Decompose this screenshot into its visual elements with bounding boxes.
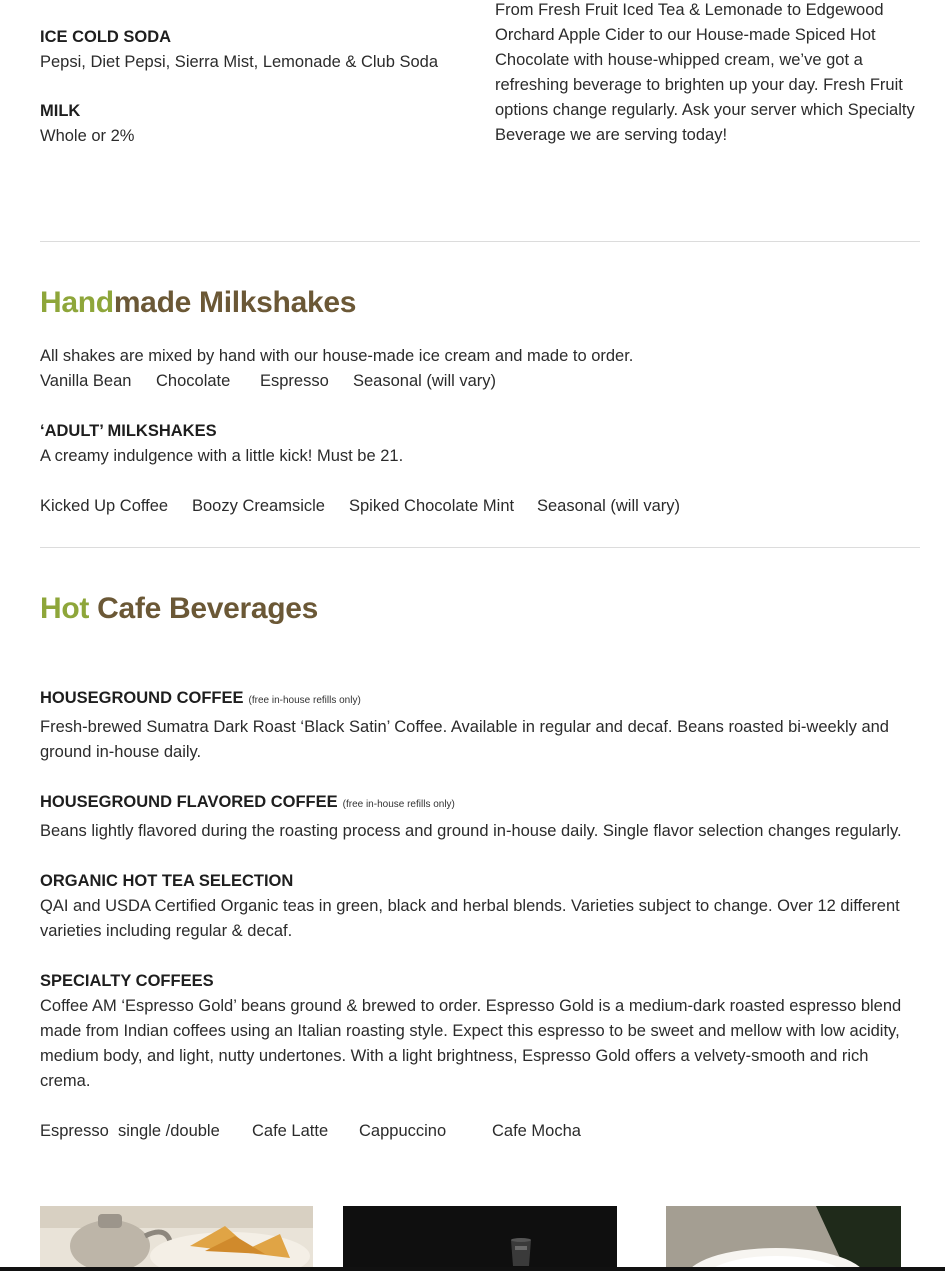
item-description: Fresh-brewed Sumatra Dark Roast ‘Black Satin’ Coffee. Available in regular and decaf. Beans roasted bi-weekly and ground in-house daily. [40, 718, 889, 761]
adult-milkshake-flavor-list [40, 494, 920, 519]
beverage-left-column [40, 25, 470, 149]
item-title: SPECIALTY COFFEES [40, 972, 214, 990]
refill-note: (free in-house refills only) [248, 695, 361, 706]
hot-cafe-heading-accent: Hot [40, 592, 90, 625]
tea-service-photo [40, 1206, 313, 1271]
specialty-text: From Fresh Fruit Iced Tea & Lemonade to Edgewood Orchard Apple Cider to our House-made Spiced Hot Chocolate with house-whipped cream, we’ve got a refreshing beverage to brighten up your day. Fresh Fruit options change regularly. Ask your server which Specialty Beverage we are serving today! [495, 1, 915, 144]
hot-cafe-body [40, 686, 920, 1144]
milk-title: MILK [40, 102, 81, 120]
milk-description: Whole or 2% [40, 127, 135, 145]
section-divider [40, 547, 920, 548]
menu-item-organic-tea [40, 869, 920, 944]
item-description: Coffee AM ‘Espresso Gold’ beans ground & brewed to order. Espresso Gold is a medium-dark roasted espresso blend made from Indian coffees using an Italian roasting style. Expect this espresso to be sweet and mellow with low acidity, medium body, and light, nutty undertones. With a light brightness, Espresso Gold offers a velvety-smooth and rich crema. [40, 997, 902, 1090]
list-item: Boozy Creamsicle [192, 497, 325, 515]
menu-item-flavored-coffee [40, 790, 920, 844]
hot-cafe-heading [40, 591, 318, 627]
adult-milkshakes-title: ‘ADULT’ MILKSHAKES [40, 422, 217, 440]
specialty-beverage-description [495, 0, 925, 148]
section-divider [40, 241, 920, 242]
hot-cafe-heading-rest: Cafe Beverages [89, 592, 319, 625]
milkshakes-body [40, 344, 920, 519]
item-description: QAI and USDA Certified Organic teas in green, black and herbal blends. Varieties subject to change. Over 12 different varieties including regular & decaf. [40, 897, 900, 940]
list-item: Seasonal (will vary) [537, 497, 681, 515]
milkshakes-heading-rest: made Milkshakes [113, 286, 357, 319]
milkshakes-intro: All shakes are mixed by hand with our house-made ice cream and made to order. [40, 347, 634, 365]
list-item: Spiked Chocolate Mint [349, 497, 515, 515]
list-item: Espresso [260, 372, 329, 390]
adult-milkshakes-description: A creamy indulgence with a little kick! Must be 21. [40, 447, 404, 465]
list-item: Seasonal (will vary) [353, 372, 497, 390]
soda-title: ICE COLD SODA [40, 28, 172, 46]
item-title: ORGANIC HOT TEA SELECTION [40, 872, 294, 890]
soda-description: Pepsi, Diet Pepsi, Sierra Mist, Lemonade & Club Soda [40, 53, 439, 71]
bottom-bar [0, 1267, 945, 1271]
item-description: Beans lightly flavored during the roasting process and ground in-house daily. Single flavor selection changes regularly. [40, 822, 902, 840]
item-title: HOUSEGROUND COFFEE [40, 689, 244, 707]
list-item: Cafe Mocha [492, 1122, 581, 1140]
refill-note: (free in-house refills only) [342, 799, 455, 810]
specialty-drink-list [40, 1119, 920, 1144]
list-item: Chocolate [156, 372, 231, 390]
list-item: Cappuccino [359, 1122, 447, 1140]
list-item: Kicked Up Coffee [40, 497, 169, 515]
milkshakes-heading-accent: Hand [40, 286, 114, 319]
list-item: Cafe Latte [252, 1122, 329, 1140]
dark-drink-photo [343, 1206, 617, 1271]
menu-item-houseground-coffee [40, 686, 920, 765]
milkshake-flavor-list [40, 369, 920, 394]
item-title: HOUSEGROUND FLAVORED COFFEE [40, 793, 338, 811]
menu-item-specialty-coffees [40, 969, 920, 1094]
list-item: Espresso single /double [40, 1122, 220, 1140]
plate-photo [666, 1206, 901, 1271]
milkshakes-heading [40, 285, 356, 321]
list-item: Vanilla Bean [40, 372, 132, 390]
